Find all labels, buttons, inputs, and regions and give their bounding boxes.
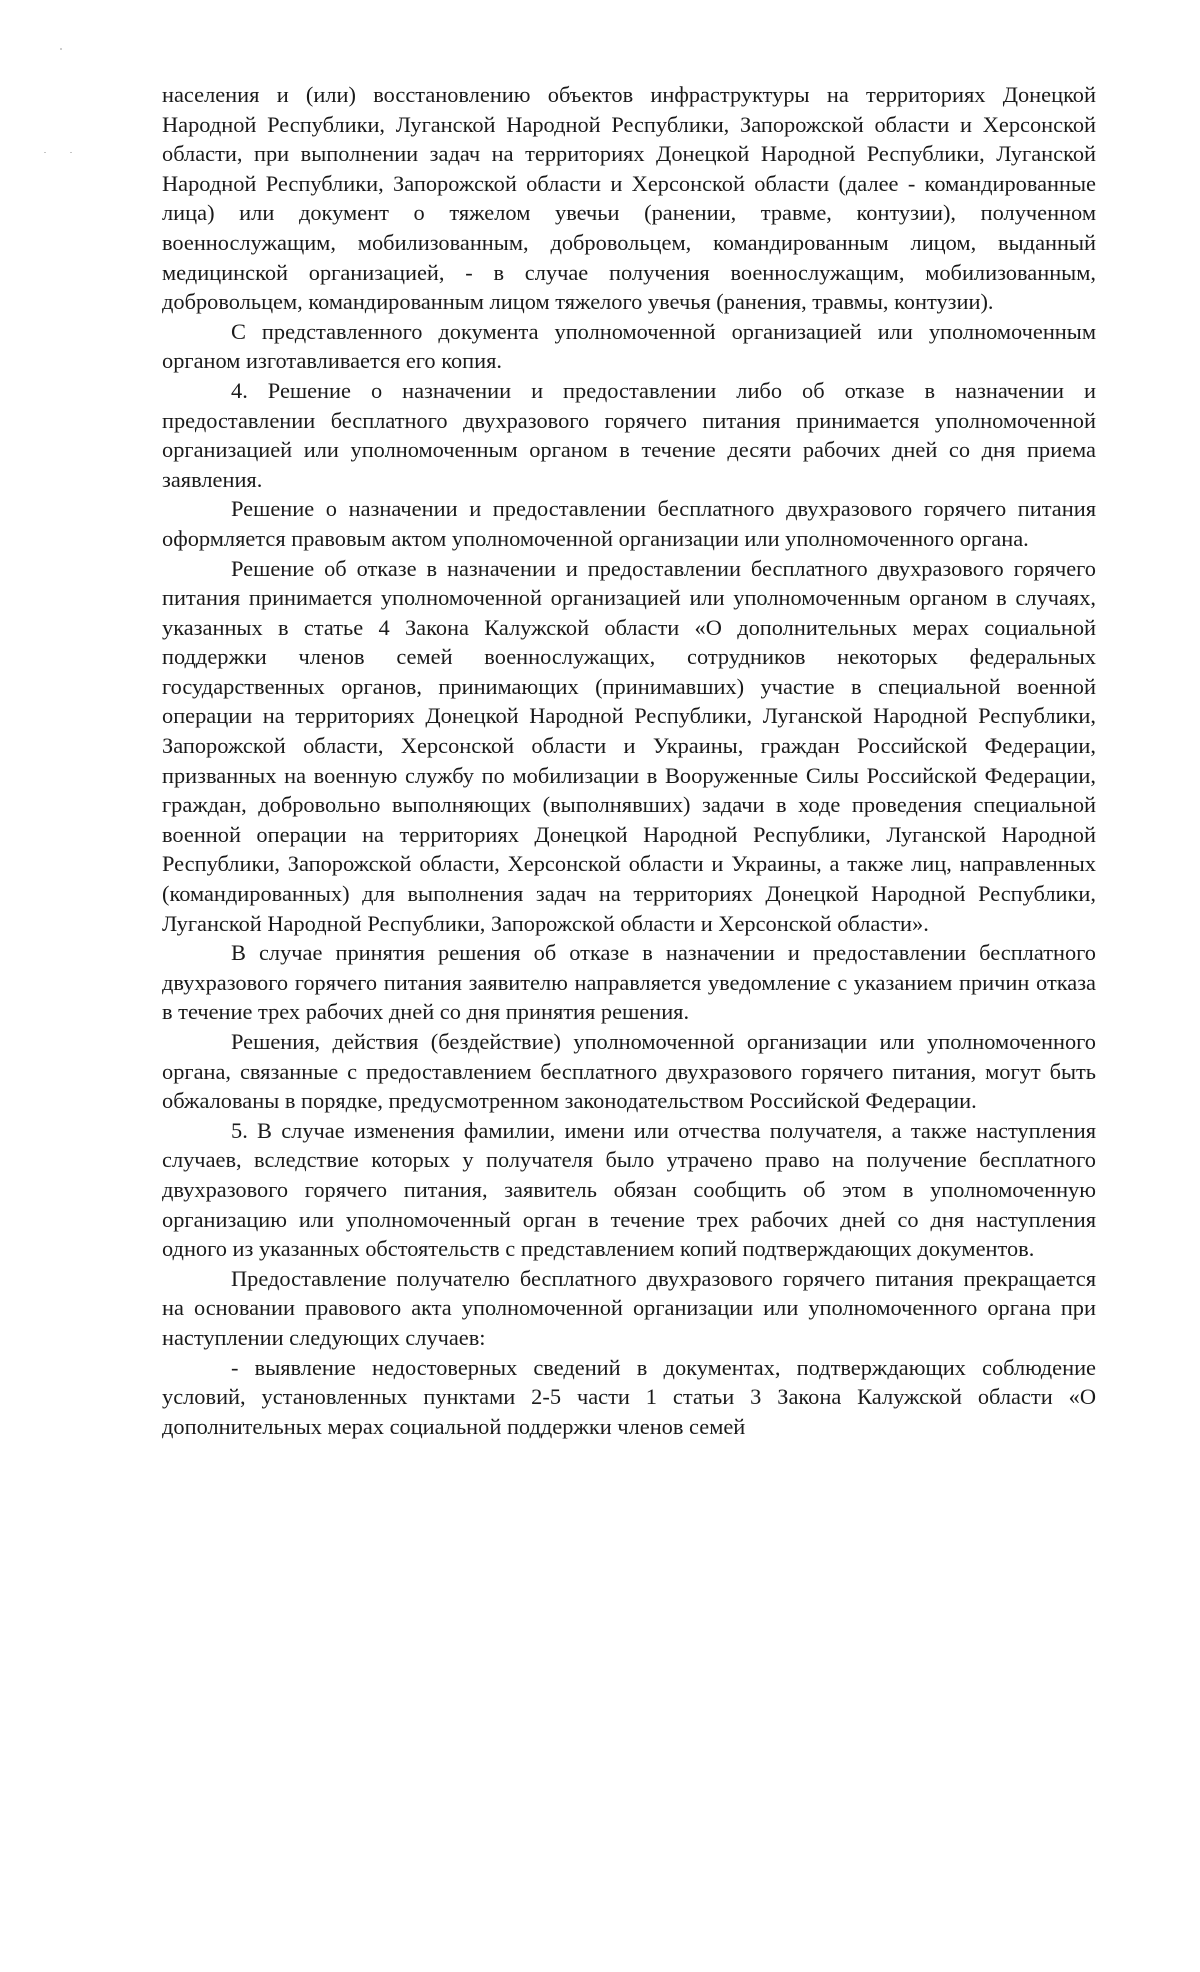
paragraph-appeal: Решения, действия (бездействие) уполномоченной организации или уполномоченного органа, связанные с предоставлением бесплатного двухразового горячего питания, могут быть обжалованы в порядке, предусмотренном законодательством Российской Федерации. — [162, 1029, 1096, 1114]
paragraph-clause-4: 4. Решение о назначении и предоставлении либо об отказе в назначении и предоставлении бесплатного двухразового горячего питания принимается уполномоченной организацией или уполномоченным органом в течение десяти рабочих дней со дня приема заявления. — [162, 377, 1096, 492]
paragraph-copy-note: С представленного документа уполномоченной организацией или уполномоченным органом изготавливается его копия. — [162, 318, 1096, 374]
list-item-false-information: - выявление недостоверных сведений в документах, подтверждающих соблюдение условий, установленных пунктами 2-5 части 1 статьи 3 Закона Калужской области «О дополнительных мерах социальной поддержки членов семей — [162, 1354, 1096, 1439]
paragraph-refusal-notice: В случае принятия решения об отказе в назначении и предоставлении бесплатного двухразового горячего питания заявителю направляется уведомление с указанием причин отказа в течение трех рабочих дней со дня принятия решения. — [162, 940, 1096, 1025]
paragraph-decision-form: Решение о назначении и предоставлении бесплатного двухразового горячего питания оформляется правовым актом уполномоченной организации или уполномоченного органа. — [162, 496, 1096, 551]
paragraph-clause-5: 5. В случае изменения фамилии, имени или отчества получателя, а также наступления случаев, вследствие которых у получателя было утрачено право на получение бесплатного двухразового горячего питания, заявитель обязан сообщить об этом в уполномоченную организацию или уполномоченный орган в течение трех рабочих дней со дня наступления одного из указанных обстоятельств с представлением копий подтверждающих документов. — [162, 1117, 1096, 1262]
document-body — [162, 80, 1096, 1441]
paragraph-continuation: населения и (или) восстановлению объектов инфраструктуры на территориях Донецкой Народной Республики, Луганской Народной Республики, Запорожской области и Херсонской области, при выполнении задач на территориях Донецкой Народной Республики, Луганской Народной Республики, Запорожской области и Херсонской области (далее - командированные лица) или документ о тяжелом увечьи (ранении, травме, контузии), полученном военнослужащим, мобилизованным, добровольцем, командированным лицом, выданный медицинской организацией, - в случае получения военнослужащим, мобилизованным, добровольцем, командированным лицом тяжелого увечья (ранения, травмы, контузии). — [162, 82, 1096, 315]
scan-speck — [44, 152, 46, 153]
paragraph-termination: Предоставление получателю бесплатного двухразового горячего питания прекращается на основании правового акта уполномоченной организации или уполномоченного органа при наступлении следующих случаев: — [162, 1265, 1096, 1350]
scan-speck — [60, 48, 62, 50]
scan-speck — [70, 152, 72, 153]
paragraph-refusal-cases: Решение об отказе в назначении и предоставлении бесплатного двухразового горячего питания принимается уполномоченной организацией или уполномоченным органом в случаях, указанных в статье 4 Закона Калужской области «О дополнительных мерах социальной поддержки членов семей военнослужащих, сотрудников некоторых федеральных государственных органов, принимающих (принимавших) участие в специальной военной операции на территориях Донецкой Народной Республики, Луганской Народной Республики, Запорожской области, Херсонской области и Украины, граждан Российской Федерации, призванных на военную службу по мобилизации в Вооруженные Силы Российской Федерации, граждан, добровольно выполняющих (выполнявших) задачи в ходе проведения специальной военной операции на территориях Донецкой Народной Республики, Луганской Народной Республики, Запорожской области, Херсонской области и Украины, а также лиц, направленных (командированных) для выполнения задач на территориях Донецкой Народной Республики, Луганской Народной Республики, Запорожской области и Херсонской области». — [162, 555, 1096, 936]
